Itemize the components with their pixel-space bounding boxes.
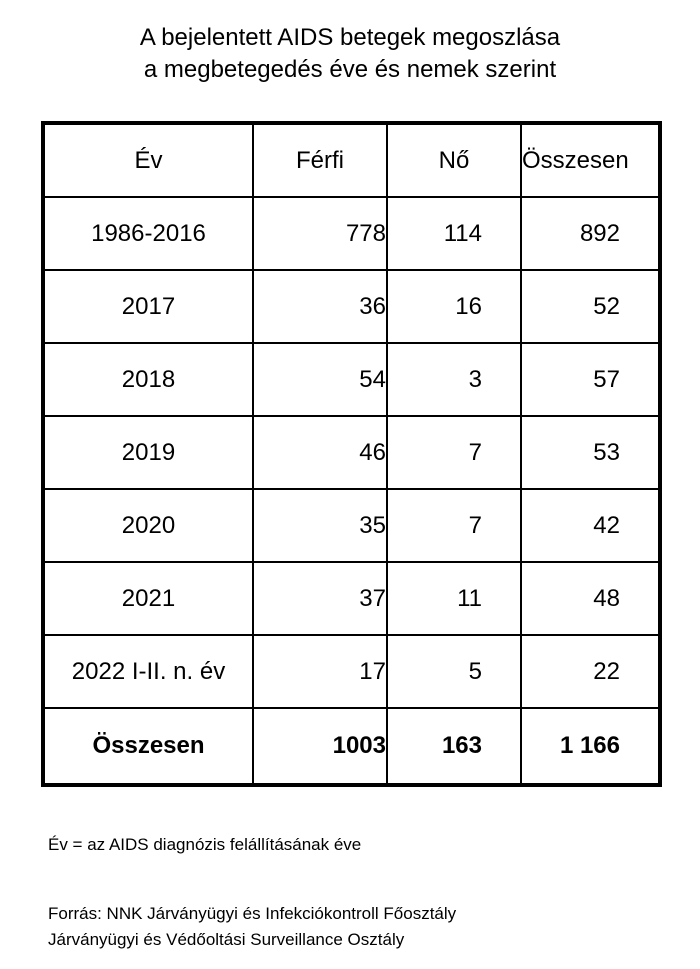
cell-male: 778	[253, 197, 387, 270]
cell-year: 1986-2016	[43, 197, 253, 270]
source-note	[48, 901, 456, 953]
source-line-2: Járványügyi és Védőoltási Surveillance Osztály	[48, 930, 405, 949]
table-row	[43, 562, 660, 635]
cell-year: 2017	[43, 270, 253, 343]
cell-female: 5	[387, 635, 521, 708]
cell-male: 46	[253, 416, 387, 489]
table-row	[43, 197, 660, 270]
cell-female: 7	[387, 416, 521, 489]
cell-male: 17	[253, 635, 387, 708]
cell-year: 2019	[43, 416, 253, 489]
title-line-1: A bejelentett AIDS betegek megoszlása	[139, 24, 561, 51]
cell-total: 42	[521, 489, 660, 562]
header-female: Nő	[387, 123, 521, 197]
page-title	[0, 22, 700, 86]
cell-total: 52	[521, 270, 660, 343]
header-male: Férfi	[253, 123, 387, 197]
cell-total: 892	[521, 197, 660, 270]
cell-year: 2022 I-II. n. év	[43, 635, 253, 708]
total-label: Összesen	[43, 708, 253, 785]
cell-male: 54	[253, 343, 387, 416]
table-header-row	[43, 123, 660, 197]
header-total: Összesen	[521, 123, 660, 197]
cell-male: 36	[253, 270, 387, 343]
cell-total: 48	[521, 562, 660, 635]
cell-female: 3	[387, 343, 521, 416]
table-row	[43, 270, 660, 343]
table-row	[43, 416, 660, 489]
table-row	[43, 343, 660, 416]
cell-year: 2020	[43, 489, 253, 562]
total-male: 1003	[253, 708, 387, 785]
total-total: 1 166	[521, 708, 660, 785]
table-row	[43, 489, 660, 562]
cell-female: 16	[387, 270, 521, 343]
cell-male: 35	[253, 489, 387, 562]
aids-cases-table	[41, 121, 662, 787]
footnote: Év = az AIDS diagnózis felállításának éve	[48, 835, 362, 854]
cell-male: 37	[253, 562, 387, 635]
cell-female: 114	[387, 197, 521, 270]
header-year: Év	[43, 123, 253, 197]
cell-total: 53	[521, 416, 660, 489]
table-total-row	[43, 708, 660, 785]
cell-total: 57	[521, 343, 660, 416]
cell-female: 11	[387, 562, 521, 635]
cell-total: 22	[521, 635, 660, 708]
source-line-1: Forrás: NNK Járványügyi és Infekciókontroll Főosztály	[48, 904, 457, 923]
title-line-2: a megbetegedés éve és nemek szerint	[143, 56, 557, 83]
cell-female: 7	[387, 489, 521, 562]
cell-year: 2018	[43, 343, 253, 416]
total-female: 163	[387, 708, 521, 785]
table-row	[43, 635, 660, 708]
cell-year: 2021	[43, 562, 253, 635]
